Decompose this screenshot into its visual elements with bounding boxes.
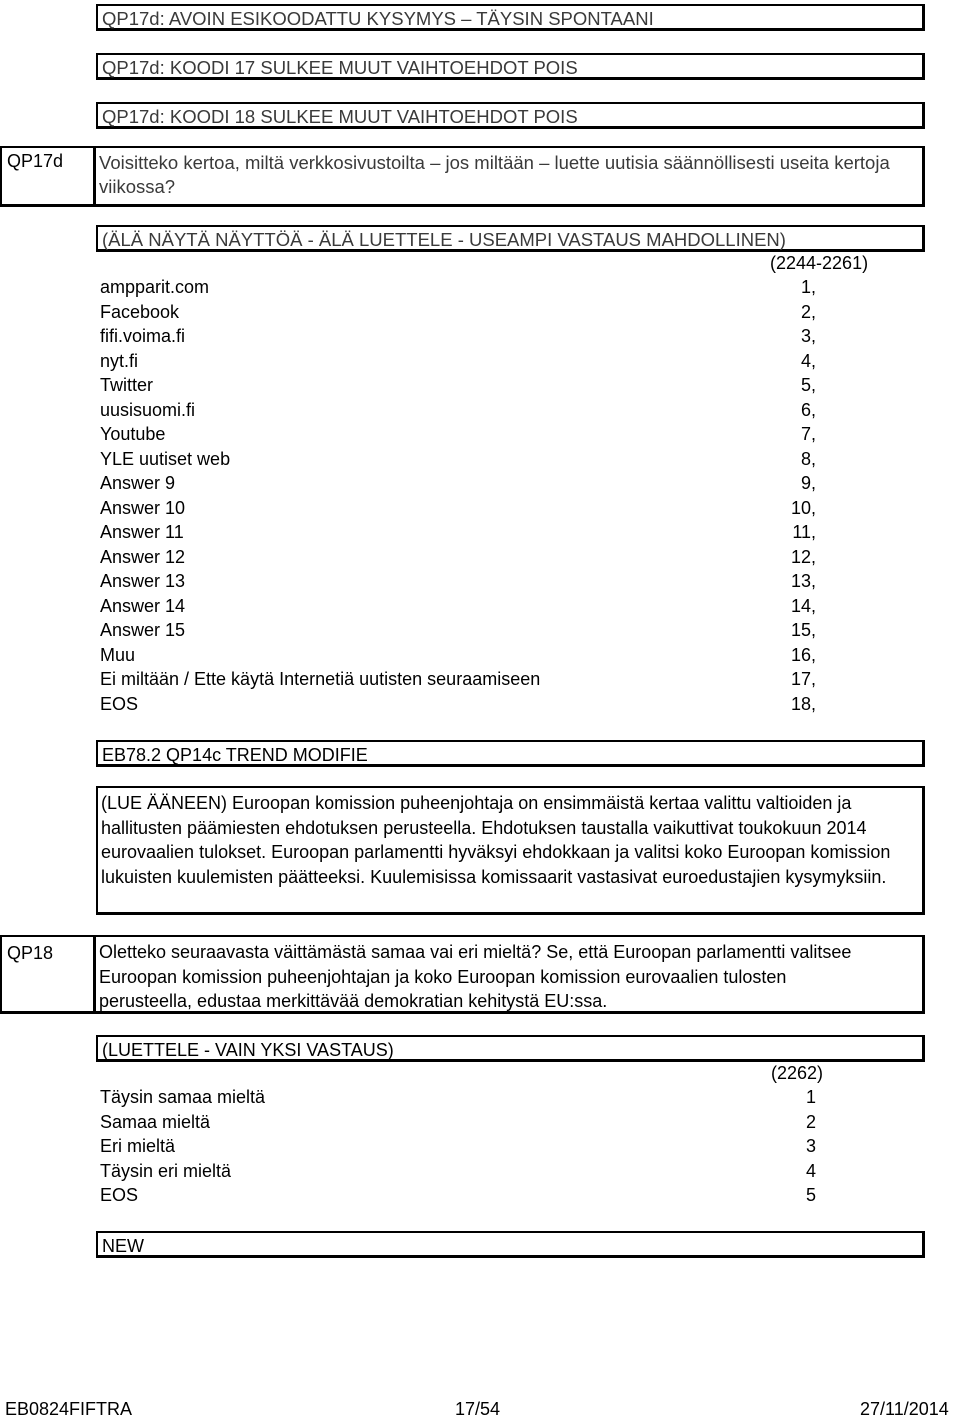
qp17d-answer-code: 16,	[790, 644, 816, 665]
qp17d-answer-code: 1,	[800, 277, 816, 297]
instruction-text-1: QP17d: AVOIN ESIKOODATTU KYSYMYS – TÄYSIN SPONTAANI	[102, 8, 654, 29]
qp17d-answer-code: 3,	[800, 326, 816, 346]
footer-page-number: 17/54	[455, 1399, 501, 1419]
qp17d-answer-code: 13,	[790, 571, 816, 591]
trend-note: EB78.2 QP14c TREND MODIFIE	[102, 745, 368, 765]
qp17d-answer-code: 9,	[800, 473, 816, 493]
qp18-answer-code: 3	[805, 1136, 816, 1156]
qp17d-answer-code: 11,	[792, 522, 816, 542]
qp17d-instruction: (ÄLÄ NÄYTÄ NÄYTTÖÄ - ÄLÄ LUETTELE - USEAMPI VASTAUS MAHDOLLINEN)	[102, 229, 786, 250]
qp18-question: Oletteko seuraavasta väittämästä samaa vai eri mieltä? Se, että Euroopan parlamentti valitsee Euroopan komission puheenjohtajan ja koko Euroopan komission eurovaalien tulosten perusteella, edustaa merkittävää demokratian kehitystä EU:ssa.	[99, 942, 852, 1011]
qp17d-question-box	[94, 146, 925, 207]
status-label: NEW	[102, 1236, 144, 1256]
qp17d-answer-label: Facebook	[100, 301, 180, 322]
qp17d-answer-label: Answer 10	[100, 497, 186, 518]
qp18-id-box	[0, 935, 96, 1014]
qp17d-answer-code: 2,	[800, 301, 816, 322]
qp17d-answer-label: Answer 9	[100, 473, 176, 493]
instruction-box-1	[96, 4, 925, 31]
qp17d-answer-label: Twitter	[100, 375, 154, 395]
qp18-intro: (LUE ÄÄNEEN) Euroopan komission puheenjohtaja on ensimmäistä kertaa valittu valtioiden ja hallitusten päämiesten ehdotuksen perusteella. Ehdotuksen taustalla vaikuttivat toukokuun 2014 eurovaalien tulokset. Euroopan parlamentti hyväksyi ehdokkaan ja valitsi koko Euroopan komission lukuisten kuulemisten päätteeksi. Kuulemisissa komissaarit vastasivat euroedustajien kysymyksiin.	[101, 793, 891, 887]
qp17d-question: Voisitteko kertoa, miltä verkkosivustoilta – jos miltään – luette uutisia säännöllisesti useita kertoja viikossa?	[99, 152, 890, 197]
trend-note-box	[96, 740, 925, 767]
qp17d-answer-label: nyt.fi	[100, 350, 139, 371]
qp18-answer-code: 2	[805, 1111, 816, 1132]
qp18-range: (2262)	[771, 1063, 824, 1083]
qp17d-answer-code: 17,	[790, 669, 816, 689]
qp17d-answer-label: Answer 12	[100, 546, 186, 567]
qp17d-id-box	[0, 146, 96, 207]
qp17d-answer-code: 18,	[790, 693, 816, 714]
status-box	[96, 1231, 925, 1258]
qp17d-answer-code: 10,	[790, 497, 816, 518]
qp18-answer-code: 1	[805, 1087, 816, 1107]
qp17d-answer-code: 6,	[800, 399, 816, 420]
qp17d-answer-label: EOS	[100, 693, 139, 714]
qp17d-answer-code: 15,	[790, 620, 816, 640]
qp17d-answer-code: 5,	[800, 375, 816, 395]
qp17d-answer-label: Answer 15	[100, 620, 186, 640]
qp17d-answer-label: ampparit.com	[100, 277, 210, 297]
instruction-box-2	[96, 53, 925, 80]
qp18-instruction-box	[96, 1035, 925, 1062]
qp17d-answer-label: Ei miltään / Ette käytä Internetiä uutisten seuraamiseen	[100, 669, 541, 689]
qp18-answer-code: 4	[805, 1160, 816, 1181]
qp17d-answer-code: 8,	[800, 448, 816, 469]
qp17d-answer-label: Muu	[100, 644, 136, 665]
qp17d-instruction-box	[96, 225, 925, 252]
qp18-answer-label: Täysin eri mieltä	[100, 1160, 232, 1181]
instruction-text-2: QP17d: KOODI 17 SULKEE MUUT VAIHTOEHDOT POIS	[102, 57, 578, 78]
qp17d-answer-label: YLE uutiset web	[100, 448, 231, 469]
qp18-answer-label: Samaa mieltä	[100, 1111, 211, 1132]
qp18-answer-code: 5	[805, 1185, 816, 1205]
qp17d-range: (2244-2261)	[770, 253, 869, 273]
instruction-box-3	[96, 102, 925, 129]
instruction-text-3: QP17d: KOODI 18 SULKEE MUUT VAIHTOEHDOT POIS	[102, 106, 578, 127]
qp17d-answer-label: uusisuomi.fi	[100, 399, 196, 420]
qp17d-answer-code: 14,	[790, 595, 816, 616]
qp18-answer-label: EOS	[100, 1185, 139, 1205]
qp17d-answer-label: fifi.voima.fi	[100, 326, 186, 346]
qp18-id: QP18	[7, 943, 54, 963]
footer-date: 27/11/2014	[860, 1399, 949, 1419]
qp18-intro-box	[96, 786, 925, 915]
qp17d-answer-label: Youtube	[100, 424, 166, 444]
qp17d-answer-label: Answer 11	[100, 522, 184, 542]
qp17d-answer-label: Answer 14	[100, 595, 186, 616]
qp17d-answer-code: 12,	[790, 546, 816, 567]
qp18-question-box	[94, 935, 925, 1014]
qp18-answer-label: Eri mieltä	[100, 1136, 176, 1156]
qp17d-answer-label: Answer 13	[100, 571, 186, 591]
qp17d-id: QP17d	[7, 151, 64, 171]
qp18-instruction: (LUETTELE - VAIN YKSI VASTAUS)	[102, 1040, 394, 1060]
qp17d-answer-code: 7,	[800, 424, 816, 444]
footer-doc-id: EB0824FIFTRA	[5, 1399, 133, 1419]
qp18-answer-label: Täysin samaa mieltä	[100, 1087, 266, 1107]
qp17d-answer-code: 4,	[800, 350, 816, 371]
